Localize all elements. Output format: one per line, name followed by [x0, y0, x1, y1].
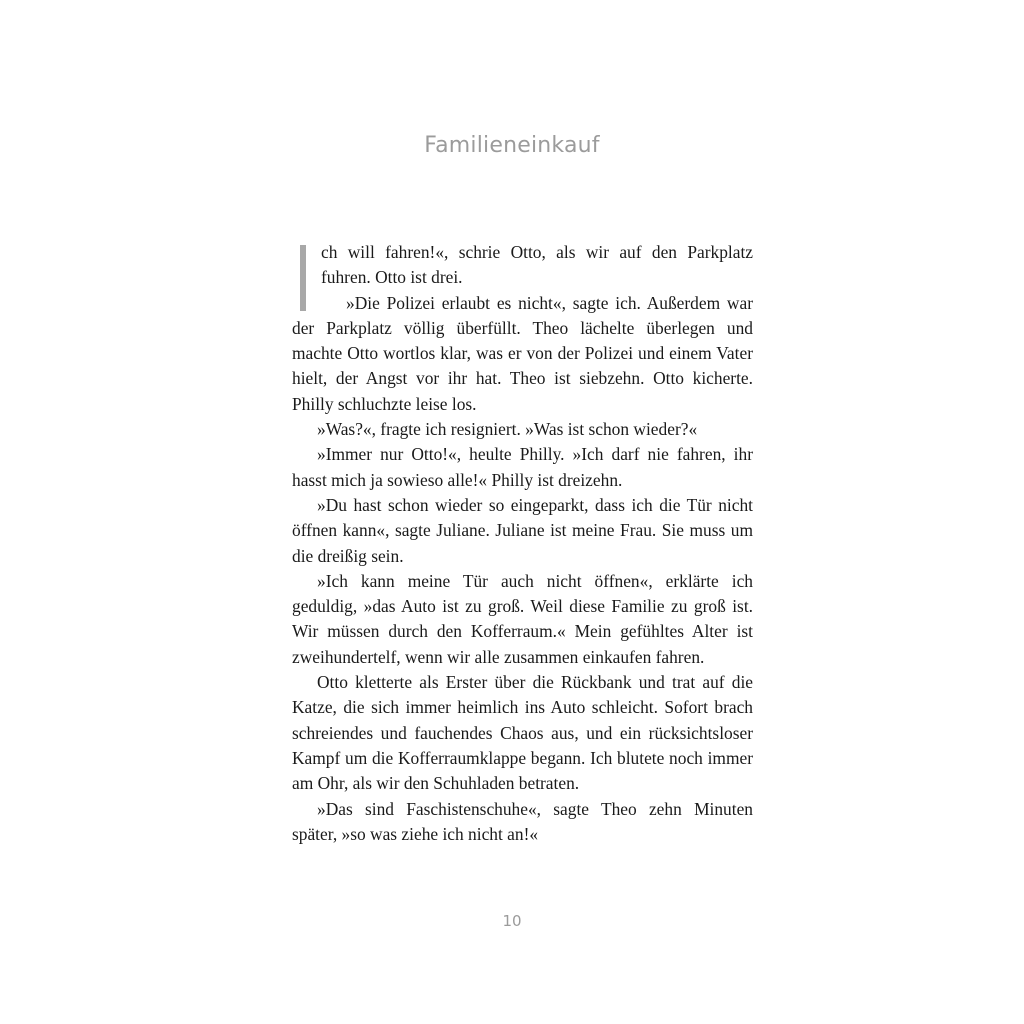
- paragraph-3: »Was?«, fragte ich resigniert. »Was ist schon wieder?«: [317, 419, 698, 440]
- paragraph-1: [292, 240, 753, 291]
- chapter-title: Familieneinkauf: [424, 133, 600, 158]
- paragraph-6: »Ich kann meine Tür auch nicht öffnen«, erklärte ich geduldig, »das Auto ist zu groß. Weil diese Familie zu groß ist. Wir müssen durch den Kofferraum.« Mein gefühltes Alter ist zweihundertelf, wenn wir alle zusammen einkaufen fahren.: [292, 570, 753, 667]
- paragraph-5: »Du hast schon wieder so eingeparkt, dass ich die Tür nicht öffnen kann«, sagte Juliane. Juliane ist meine Frau. Sie muss um die dreißig sein.: [292, 494, 753, 566]
- paragraph-4: »Immer nur Otto!«, heulte Philly. »Ich darf nie fahren, ihr hasst mich ja sowieso alle!« Philly ist dreizehn.: [292, 444, 753, 490]
- paragraph-7: Otto kletterte als Erster über die Rückbank und trat auf die Katze, die sich immer heimlich ins Auto schleicht. Sofort brach schreiendes und fauchendes Chaos aus, und ein rücksichtsloser Kampf um die Kofferraumklappe begann. Ich blutete noch immer am Ohr, als wir den Schuhladen betraten.: [292, 672, 753, 794]
- page-number: 10: [502, 912, 522, 930]
- initial-i-bar: [300, 245, 306, 311]
- paragraph-8: »Das sind Faschistenschuhe«, sagte Theo zehn Minuten später, »so was ziehe ich nicht an!«: [292, 798, 753, 844]
- paragraph-1-text: ch will fahren!«, schrie Otto, als wir auf den Parkplatz fuhren. Otto ist drei.: [321, 242, 753, 288]
- body-text: [292, 240, 753, 847]
- paragraph-2: »Die Polizei erlaubt es nicht«, sagte ich. Außerdem war der Parkplatz völlig überfüllt. Theo lächelte überlegen und machte Otto wortlos klar, was er von der Polizei und einem Vater hielt, der Angst vor ihr hat. Theo ist siebzehn. Otto kicherte. Philly schluchzte leise los.: [292, 292, 753, 414]
